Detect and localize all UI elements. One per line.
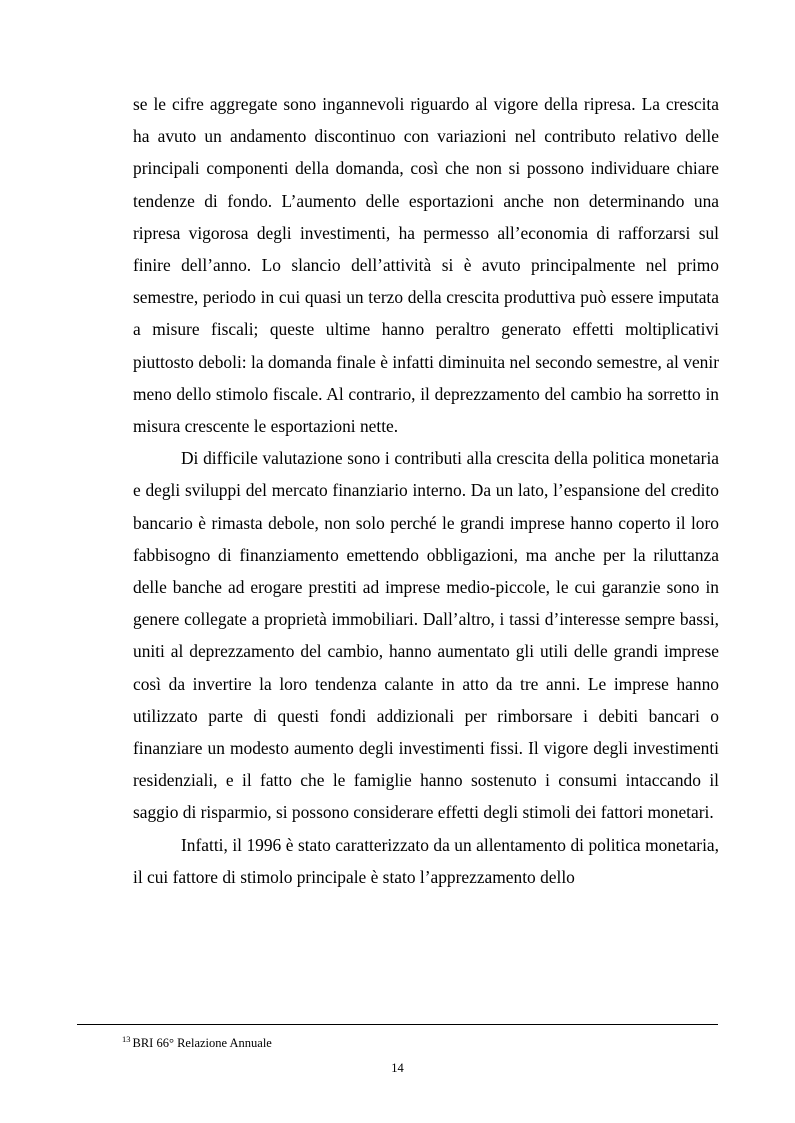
paragraph-1: se le cifre aggregate sono ingannevoli riguardo al vigore della ripresa. La crescita ha avuto un andamento discontinuo con variazioni nel contributo relativo delle principali componenti della domanda, così che non si possono individuare chiare tendenze di fondo. L’aumento delle esportazioni anche non determinando una ripresa vigorosa degli investimenti, ha permesso all’economia di rafforzarsi sul finire dell’anno. Lo slancio dell’attività si è avuto principalmente nel primo semestre, periodo in cui quasi un terzo della crescita produttiva può essere imputata a misure fiscali; queste ultime hanno peraltro generato effetti moltiplicativi piuttosto deboli: la domanda finale è infatti diminuita nel secondo semestre, al venir meno dello stimolo fiscale. Al contrario, il deprezzamento del cambio ha sorretto in misura crescente le esportazioni nette.: [133, 94, 719, 437]
body-text: [133, 88, 719, 893]
footnote-number: 13: [122, 1034, 131, 1044]
footnote-separator: [77, 1024, 718, 1025]
footnote-text: BRI 66° Relazione Annuale: [132, 1036, 272, 1050]
paragraph-2: Di difficile valutazione sono i contributi alla crescita della politica monetaria e degli sviluppi del mercato finanziario interno. Da un lato, l’espansione del credito bancario è rimasta debole, non solo perché le grandi imprese hanno coperto il loro fabbisogno di finanziamento emettendo obbligazioni, ma anche per la riluttanza delle banche ad erogare prestiti ad imprese medio-piccole, le cui garanzie sono in genere collegate a proprietà immobiliari. Dall’altro, i tassi d’interesse sempre bassi, uniti al deprezzamento del cambio, hanno aumentato gli utili delle grandi imprese così da invertire la loro tendenza calante in atto da tre anni. Le imprese hanno utilizzato parte di questi fondi addizionali per rimborsare i debiti bancari o finanziare un modesto aumento degli investimenti fissi. Il vigore degli investimenti residenziali, e il fatto che le famiglie hanno sostenuto i consumi intaccando il saggio di risparmio, si possono considerare effetti degli stimoli dei fattori monetari.: [133, 448, 719, 823]
paragraph-3: Infatti, il 1996 è stato caratterizzato da un allentamento di politica monetaria, il cui fattore di stimolo principale è stato l’apprezzamento dello: [133, 834, 719, 887]
page-number: 14: [391, 1061, 404, 1075]
footnote: [122, 1031, 272, 1051]
